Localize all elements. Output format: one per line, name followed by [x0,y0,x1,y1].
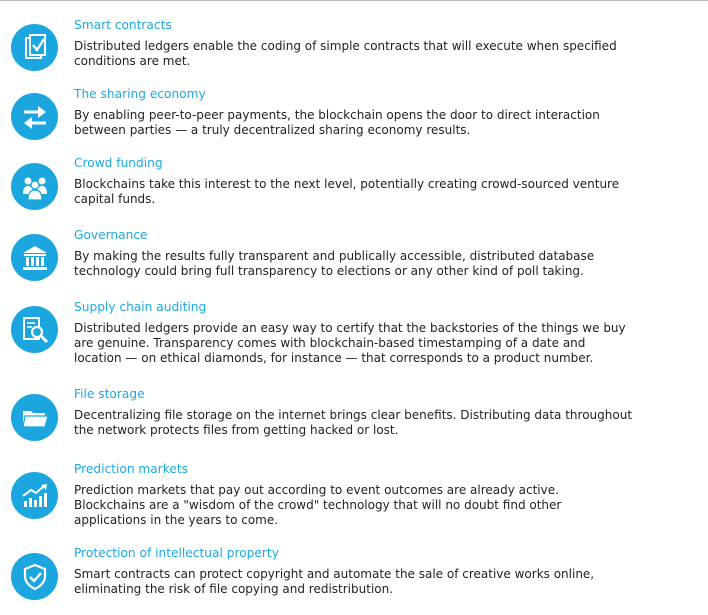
item-description: By enabling peer-to-peer payments, the blockchain opens the door to direct interaction between parties — a truly decentralized sharing economy results. [74,108,600,137]
crowd-people-icon [11,163,58,210]
rising-chart-icon [11,472,58,519]
shield-check-icon [11,553,58,600]
item-title: Crowd funding [74,156,163,170]
folder-icon [11,394,58,441]
item-description: Decentralizing file storage on the internet brings clear benefits. Distributing data throughout the network protects files from getting hacked or lost. [74,408,633,437]
item-title: Prediction markets [74,462,189,476]
item-title: File storage [74,387,145,401]
item-description: By making the results fully transparent and publically accessible, distributed database technology could bring full transparency to elections or any other kind of poll taking. [74,249,595,278]
top-divider [0,0,708,1]
item-description: Blockchains take this interest to the next level, potentially creating crowd-sourced venture capital funds. [74,177,620,206]
item-title: Smart contracts [74,18,172,32]
contract-checkmark-icon [11,24,58,71]
item-title: Governance [74,228,148,242]
exchange-arrows-icon [11,93,58,140]
item-title: Protection of intellectual property [74,546,279,560]
item-title: The sharing economy [74,87,206,101]
item-description: Distributed ledgers enable the coding of simple contracts that will execute when specified conditions are met. [74,39,617,68]
government-building-icon [11,234,58,281]
item-title: Supply chain auditing [74,300,207,314]
item-description: Smart contracts can protect copyright and automate the sale of creative works online, eliminating the risk of file copying and redistribution. [74,567,595,596]
item-description: Distributed ledgers provide an easy way to certify that the backstories of the things we buy are genuine. Transparency comes with blockchain-based timestamping of a date and location — on ethical diamonds, for instance — that corresponds to a product number. [74,321,626,365]
item-description: Prediction markets that pay out according to event outcomes are already active. Blockchains are a "wisdom of the crowd" technology that will no doubt find other applications in the years to come. [74,483,562,527]
document-magnifier-icon [11,306,58,353]
